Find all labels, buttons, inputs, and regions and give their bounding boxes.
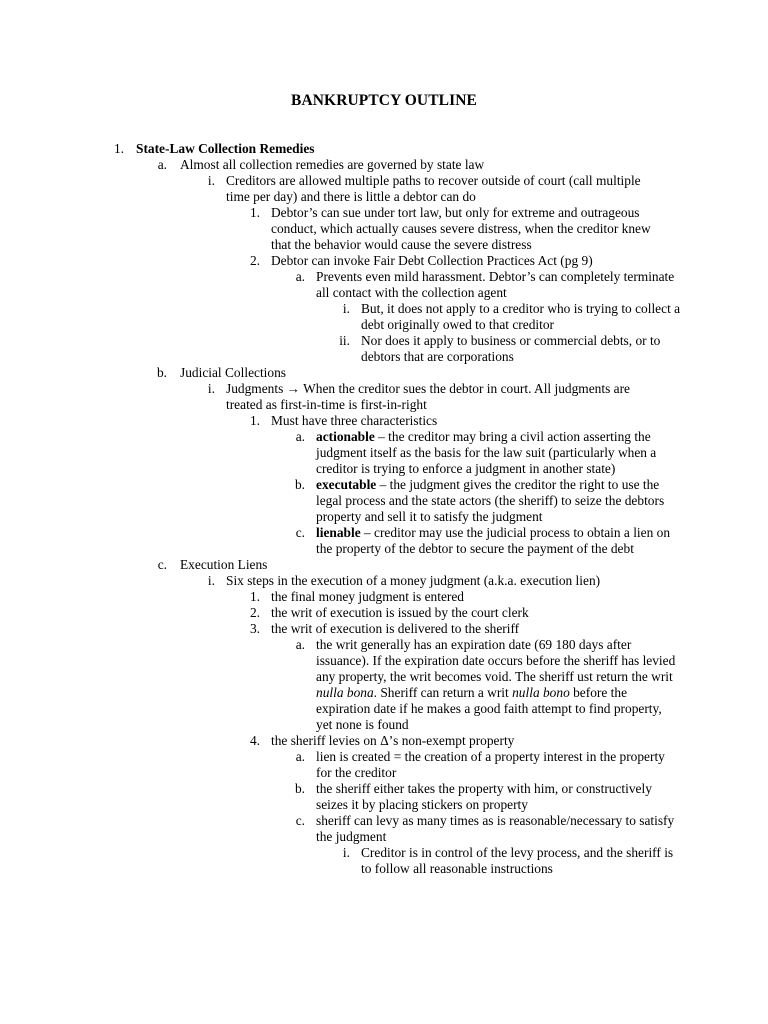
outline-item xyxy=(0,749,768,781)
latin-term: nulla bona xyxy=(316,685,374,700)
term-definition: – the judgment gives the creditor the right to use the legal process and the state actors (the sheriff) to seize the debtors property and sell it to satisfy the judgment xyxy=(316,477,665,524)
outline-item xyxy=(0,141,768,157)
item-marker: 1. xyxy=(249,589,260,604)
item-text: Judicial Collections xyxy=(180,365,286,380)
text-segment: before the expiration date if he makes a good faith attempt to find property, yet none is found xyxy=(316,685,662,732)
item-marker: b. xyxy=(156,365,167,380)
item-marker: 1. xyxy=(249,205,260,220)
item-marker: c. xyxy=(295,525,305,540)
item-text: Nor does it apply to business or commercial debts, or to debtors that are corporations xyxy=(361,333,661,364)
item-text: the writ of execution is issued by the court clerk xyxy=(271,605,529,620)
outline-item xyxy=(0,525,768,557)
term-actionable: actionable xyxy=(316,429,375,444)
item-text: the sheriff levies on Δ’s non-exempt property xyxy=(271,733,515,748)
term-executable: executable xyxy=(316,477,377,492)
outline-item xyxy=(0,429,768,477)
item-marker: i. xyxy=(342,301,350,316)
item-marker: 2. xyxy=(249,253,260,268)
item-text: Creditors are allowed multiple paths to recover outside of court (call multiple time per day) and there is little a debtor can do xyxy=(226,173,641,204)
outline-item xyxy=(0,845,768,877)
item-marker: a. xyxy=(295,749,305,764)
item-marker: i. xyxy=(207,573,215,588)
item-text: But, it does not apply to a creditor who is trying to collect a debt originally owed to that creditor xyxy=(361,301,681,332)
item-marker: 3. xyxy=(249,621,260,636)
outline-item xyxy=(0,605,768,621)
document-title: BANKRUPTCY OUTLINE xyxy=(291,92,477,109)
text-segment: the writ generally has an expiration date (69 180 days after issuance). If the expiration date occurs before the sheriff has levied any property, the writ becomes void. The sheriff ust return the writ xyxy=(316,637,676,684)
outline xyxy=(0,141,768,877)
outline-item xyxy=(0,589,768,605)
item-marker: i. xyxy=(207,173,215,188)
item-text xyxy=(316,429,681,477)
item-marker: b. xyxy=(294,477,305,492)
outline-item xyxy=(0,413,768,429)
outline-item xyxy=(0,813,768,845)
item-marker: 4. xyxy=(249,733,260,748)
outline-item xyxy=(0,477,768,525)
term-definition: – creditor may use the judicial process to obtain a lien on the property of the debtor to secure the payment of the debt xyxy=(316,525,671,556)
item-text: Almost all collection remedies are governed by state law xyxy=(180,157,485,172)
item-text: the sheriff either takes the property with him, or constructively seizes it by placing stickers on property xyxy=(316,781,652,812)
item-marker: i. xyxy=(342,845,350,860)
item-marker: c. xyxy=(295,813,305,828)
item-text: Must have three characteristics xyxy=(271,413,438,428)
item-marker: 1. xyxy=(249,413,260,428)
item-text: State-Law Collection Remedies xyxy=(136,141,315,156)
item-marker: a. xyxy=(295,429,305,444)
item-marker: a. xyxy=(157,157,167,172)
item-marker: a. xyxy=(295,269,305,284)
outline-item xyxy=(0,621,768,637)
outline-item xyxy=(0,333,768,365)
item-marker: ii. xyxy=(339,333,350,348)
item-marker: b. xyxy=(294,781,305,796)
item-text: Six steps in the execution of a money judgment (a.k.a. execution lien) xyxy=(226,573,601,588)
item-marker: 1. xyxy=(113,141,124,156)
item-marker: i. xyxy=(207,381,215,396)
outline-item xyxy=(0,205,768,253)
item-text: Creditor is in control of the levy process, and the sheriff is to follow all reasonable instructions xyxy=(361,845,674,876)
item-text: Execution Liens xyxy=(180,557,268,572)
outline-item xyxy=(0,365,768,381)
item-text: the final money judgment is entered xyxy=(271,589,464,604)
item-text: Debtor’s can sue under tort law, but only for extreme and outrageous conduct, which actually causes severe distress, when the creditor knew that the behavior would cause the severe distress xyxy=(271,205,651,252)
outline-item xyxy=(0,173,768,205)
item-text: sheriff can levy as many times as is reasonable/necessary to satisfy the judgment xyxy=(316,813,675,844)
latin-term: nulla bono xyxy=(512,685,570,700)
outline-item xyxy=(0,253,768,269)
item-text xyxy=(316,525,681,557)
item-text: Debtor can invoke Fair Debt Collection Practices Act (pg 9) xyxy=(271,253,593,268)
term-lienable: lienable xyxy=(316,525,361,540)
text-segment: . Sheriff can return a writ xyxy=(373,685,513,700)
outline-item xyxy=(0,573,768,589)
item-text: lien is created = the creation of a property interest in the property for the creditor xyxy=(316,749,665,780)
outline-item xyxy=(0,557,768,573)
item-text: Judgments → When the creditor sues the debtor in court. All judgments are treated as first-in-time is first-in-right xyxy=(226,381,630,412)
outline-item xyxy=(0,381,768,413)
item-marker: 2. xyxy=(249,605,260,620)
outline-item xyxy=(0,781,768,813)
outline-item xyxy=(0,637,768,733)
outline-item xyxy=(0,301,768,333)
item-text xyxy=(316,477,681,525)
item-text xyxy=(316,637,681,733)
item-text: Prevents even mild harassment. Debtor’s can completely terminate all contact with the collection agent xyxy=(316,269,675,300)
item-marker: a. xyxy=(295,637,305,652)
item-text: the writ of execution is delivered to the sheriff xyxy=(271,621,520,636)
item-marker: c. xyxy=(157,557,167,572)
outline-item xyxy=(0,157,768,173)
outline-item xyxy=(0,269,768,301)
outline-item xyxy=(0,733,768,749)
term-definition: – the creditor may bring a civil action asserting the judgment itself as the basis for the law suit (particularly when a creditor is trying to enforce a judgment in another state) xyxy=(316,429,657,476)
